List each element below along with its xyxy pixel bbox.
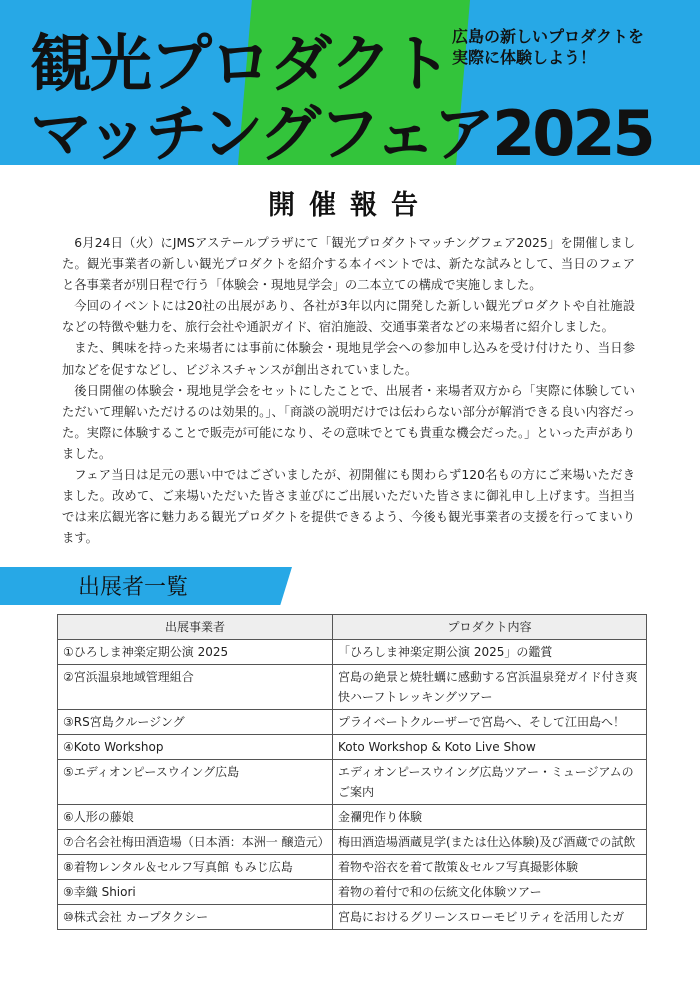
product-description: 梅田酒造場酒蔵見学(または仕込体験)及び酒蔵での試飲 — [333, 830, 647, 855]
table-row — [58, 640, 647, 665]
table-row — [58, 735, 647, 760]
product-description: 宮島におけるグリーンスローモビリティを活用したガ — [333, 905, 647, 930]
product-description: 金襴兜作り体験 — [333, 805, 647, 830]
exhibitor-name: ⑥人形の藤娘 — [58, 805, 333, 830]
exhibitor-name: ⑧着物レンタル＆セルフ写真館 もみじ広島 — [58, 855, 333, 880]
product-description: エディオンピースウイング広島ツアー・ミュージアムのご案内 — [333, 760, 647, 805]
section-title: 出展者一覧 — [78, 575, 189, 600]
table-row — [58, 880, 647, 905]
banner-title-line2: マッチングフェア2025 — [30, 97, 653, 165]
banner-title-line1: 観光プロダクト — [30, 27, 451, 100]
product-description: 着物の着付で和の伝統文化体験ツアー — [333, 880, 647, 905]
product-description: 「ひろしま神楽定期公演 2025」の鑑賞 — [333, 640, 647, 665]
exhibitor-name: ⑦合名会社梅田酒造場（日本酒：本洲一 醸造元） — [58, 830, 333, 855]
product-description: プライベートクルーザーで宮島へ、そして江田島へ！ — [333, 710, 647, 735]
column-header-product: プロダクト内容 — [333, 615, 647, 640]
product-description: 宮島の絶景と焼牡蠣に感動する宮浜温泉発ガイド付き爽快ハーフトレッキングツアー — [333, 665, 647, 710]
banner-tagline-line2: 実際に体験しよう！ — [452, 48, 597, 67]
report-paragraph: フェア当日は足元の悪い中ではございましたが、初開催にも関わらず120名もの方にご来場いただきました。改めて、ご来場いただいた皆さま並びにご出展いただいた皆さまに御礼申し上げます。当担当では来広観光客に魅力ある観光プロダクトを提供できるよう、今後も観光事業者の支援を行ってまいります。 — [62, 468, 635, 546]
exhibitor-name: ②宮浜温泉地域管理組合 — [58, 665, 333, 710]
exhibitor-name: ①ひろしま神楽定期公演 2025 — [58, 640, 333, 665]
header-banner — [0, 0, 700, 165]
column-header-exhibitor: 出展事業者 — [58, 615, 333, 640]
exhibitor-name: ④Koto Workshop — [58, 735, 333, 760]
exhibitor-table — [57, 614, 647, 930]
table-row — [58, 830, 647, 855]
report-paragraph: また、興味を持った来場者には事前に体験会・現地見学会への参加申し込みを受け付けたり、当日参加などを促すなどし、ビジネスチャンスが創出されていました。 — [62, 341, 635, 377]
report-paragraph: 今回のイベントには20社の出展があり、各社が3年以内に開発した新しい観光プロダクトや自社施設などの特徴や魅力を、旅行会社や通訳ガイド、宿泊施設、交通事業者などの来場者に紹介しました。 — [62, 299, 635, 335]
table-row — [58, 760, 647, 805]
table-row — [58, 665, 647, 710]
table-row — [58, 905, 647, 930]
exhibitor-name: ⑨幸織 Shiori — [58, 880, 333, 905]
report-paragraph: 後日開催の体験会・現地見学会をセットにしたことで、出展者・来場者双方から「実際に体験していただいて理解いただけるのは効果的。」、「商談の説明だけでは伝わらない部分が解消できる良い内容だった。実際に体験することで販売が可能になり、その意味でとても貴重な機会だった。」といった声がありました。 — [62, 383, 635, 461]
product-description: Koto Workshop & Koto Live Show — [333, 735, 647, 760]
report-body — [62, 233, 635, 549]
report-paragraph: 6月24日（火）にJMSアステールプラザにて「観光プロダクトマッチングフェア2025」を開催しました。観光事業者の新しい観光プロダクトを紹介する本イベントでは、新たな試みとして、当日のフェアと各事業者が別日程で行う「体験会・現地見学会」の二本立ての構成で実施しました。 — [62, 236, 635, 293]
exhibitor-name: ③RS宮島クルージング — [58, 710, 333, 735]
exhibitor-name: ⑤エディオンピースウイング広島 — [58, 760, 333, 805]
banner-tagline-line1: 広島の新しいプロダクトを — [452, 27, 645, 46]
product-description: 着物や浴衣を着て散策＆セルフ写真撮影体験 — [333, 855, 647, 880]
table-row — [58, 710, 647, 735]
table-header-row — [58, 615, 647, 640]
page-title: 開催報告 — [268, 190, 432, 221]
table-row — [58, 805, 647, 830]
exhibitor-name: ⑩株式会社 カープタクシー — [58, 905, 333, 930]
table-row — [58, 855, 647, 880]
